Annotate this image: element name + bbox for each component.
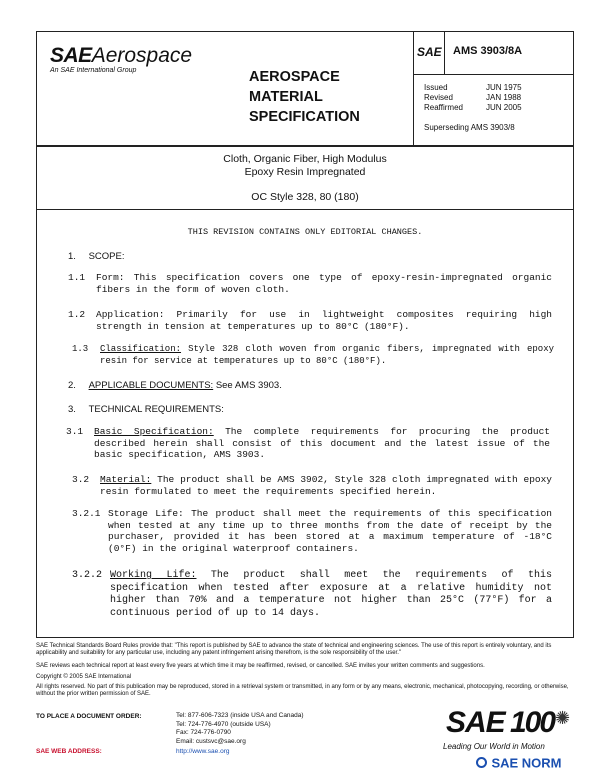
section-2-number: 2. <box>68 380 76 391</box>
body-bottom-border <box>36 637 574 638</box>
title-line-3: SPECIFICATION <box>249 109 360 125</box>
body-right-border <box>573 210 574 638</box>
sae-mark-logo: SAE <box>417 45 442 59</box>
section-3-2-1 <box>72 508 552 554</box>
section-3-heading: TECHNICAL REQUIREMENTS: <box>88 404 224 415</box>
sae-100-star-icon: ✺ <box>555 708 571 728</box>
section-3-2-2-text: The product shall meet the requirements of this specification when tested after exposure at a relative humidity not higher than 70% and a temperature not higher than 25°C (77°F) for a continuous period of up to 14 days. <box>110 570 552 619</box>
section-3-2-1-number: 3.2.1 <box>72 508 101 519</box>
section-3-2-text: The product shall be AMS 3902, Style 328 cloth impregnated with epoxy resin formulated to meet the requirements specified herein. <box>100 474 552 497</box>
sae-100-logo <box>446 706 574 746</box>
section-1-2-number: 1.2 <box>68 309 86 320</box>
issued-label: Issued <box>424 83 448 92</box>
footer-rules: SAE Technical Standards Board Rules provide that: "This report is published by SAE to advance the state of technical and engineering sciences. The use of this report is entirely voluntary, and its applicability and suitability for any particular use, including any patent infringement arising therefrom, is the sole responsibility of the user." <box>36 643 552 656</box>
spec-title <box>249 67 360 127</box>
order-label: TO PLACE A DOCUMENT ORDER: <box>36 713 142 720</box>
section-3-2-2 <box>72 570 552 620</box>
section-3-1-text: The complete requirements for procuring the product described herein shall consist of this document and the latest issue of the basic specification, AMS 3903. <box>94 426 550 460</box>
section-3-1-heading: Basic Specification: <box>94 426 214 437</box>
sae-norm-text: SAE NORM <box>491 755 562 771</box>
section-3-1 <box>66 426 550 461</box>
section-1-number: 1. <box>68 251 76 262</box>
section-3-2-2-heading: Working Life: <box>110 570 197 581</box>
section-3-2-1-text: The product shall meet the requirements of this specification when tested at any time up to three months from the date of receipt by the purchaser, provided it has been stored at a maximum temperature of -18°C (0°F) in the original waterproof containers. <box>108 508 552 554</box>
title-line-2: MATERIAL <box>249 89 323 105</box>
order-tel-international: Tel: 724-776-4970 (outside USA) <box>176 720 271 728</box>
section-3-2 <box>72 474 552 497</box>
sae-100-logo-sae: SAE <box>446 706 505 739</box>
revision-notice: THIS REVISION CONTAINS ONLY EDITORIAL CHANGES. <box>187 227 423 237</box>
section-1-2-text: Primarily for use in lightweight composites requiring high strength in tension at temperatures up to 80°C (180°F). <box>96 309 553 332</box>
sae-100-logo-number: 100 <box>510 706 555 739</box>
section-3-1-number: 3.1 <box>66 426 84 437</box>
footer-review: SAE reviews each technical report at least every five years at which time it may be reaffirmed, revised, or cancelled. SAE invites your written comments and suggestions. <box>36 663 485 669</box>
section-3-2-1-heading: Storage Life: <box>108 508 184 519</box>
section-3-2-heading: Material: <box>100 474 152 485</box>
revised-value: JAN 1988 <box>486 93 522 102</box>
section-3 <box>68 404 548 416</box>
revised-row <box>424 93 564 103</box>
issued-row <box>424 83 564 93</box>
footer-copyright: Copyright © 2005 SAE International <box>36 674 132 680</box>
material-subname: Epoxy Resin Impregnated <box>244 166 366 178</box>
web-address-label: SAE WEB ADDRESS: <box>36 748 102 755</box>
logo-aerospace-text: Aerospace <box>91 44 193 67</box>
section-1-3-text: Style 328 cloth woven from organic fibers, impregnated with epoxy resin for service at temperatures up to 80°C (180°F). <box>100 344 554 366</box>
sae-norm-stamp <box>476 754 562 772</box>
title-block-text <box>36 153 574 204</box>
section-3-number: 3. <box>68 404 76 415</box>
sae-100-tagline: Leading Our World in Motion <box>443 742 545 751</box>
reaffirmed-label: Reaffirmed <box>424 103 463 112</box>
header-number-divider <box>413 74 574 75</box>
order-fax: Fax: 724-776-0790 <box>176 729 231 736</box>
logo-tagline: An SAE International Group <box>50 67 137 74</box>
section-3-2-2-number: 3.2.2 <box>72 570 103 581</box>
logo-sae-text: SAE <box>50 44 92 67</box>
footer-rights: All rights reserved. No part of this publication may be reproduced, stored in a retrieval system or transmitted, in any form or by any means, electronic, mechanical, photocopying, recording, or otherwise, without the prior written permission of SAE. <box>36 684 569 697</box>
header-divider <box>413 31 414 146</box>
sae-mark-divider <box>444 31 445 74</box>
material-style: OC Style 328, 80 (180) <box>251 191 359 203</box>
body-left-border <box>36 210 37 638</box>
section-1-1-number: 1.1 <box>68 272 86 283</box>
title-line-1: AEROSPACE <box>249 69 340 85</box>
section-1-heading: SCOPE: <box>88 251 125 262</box>
section-1-3-heading: Classification: <box>100 344 182 354</box>
globe-icon <box>476 757 487 768</box>
section-1-1-heading: Form: <box>96 272 125 283</box>
order-contacts <box>176 712 304 746</box>
section-3-2-number: 3.2 <box>72 474 90 485</box>
superseding-note: Superseding AMS 3903/8 <box>424 123 515 132</box>
section-1-1-text: This specification covers one type of epoxy-resin-impregnated organic fibers in the form of woven cloth. <box>96 272 553 295</box>
material-name: Cloth, Organic Fiber, High Modulus <box>223 153 387 165</box>
section-1-2-heading: Application: <box>96 309 165 320</box>
section-1-3 <box>72 344 554 367</box>
section-1 <box>68 251 548 263</box>
section-1-2 <box>68 309 552 332</box>
section-2-heading: APPLICABLE DOCUMENTS: <box>88 380 214 391</box>
reaffirmed-value: JUN 2005 <box>486 103 522 112</box>
sae-aerospace-logo <box>50 44 192 68</box>
issued-value: JUN 1975 <box>486 83 522 92</box>
web-address-link[interactable]: http://www.sae.org <box>176 748 230 755</box>
document-number: AMS 3903/8A <box>453 45 523 57</box>
order-email[interactable]: Email: custsvc@sae.org <box>176 737 246 745</box>
reaffirmed-row <box>424 103 564 113</box>
section-2-text: See AMS 3903. <box>215 380 282 391</box>
section-2 <box>68 380 548 392</box>
date-block <box>424 83 564 113</box>
section-1-3-number: 1.3 <box>72 344 89 354</box>
order-tel-domestic: Tel: 877-606-7323 (inside USA and Canada) <box>176 712 304 719</box>
revised-label: Revised <box>424 93 453 102</box>
section-1-1 <box>68 272 552 295</box>
